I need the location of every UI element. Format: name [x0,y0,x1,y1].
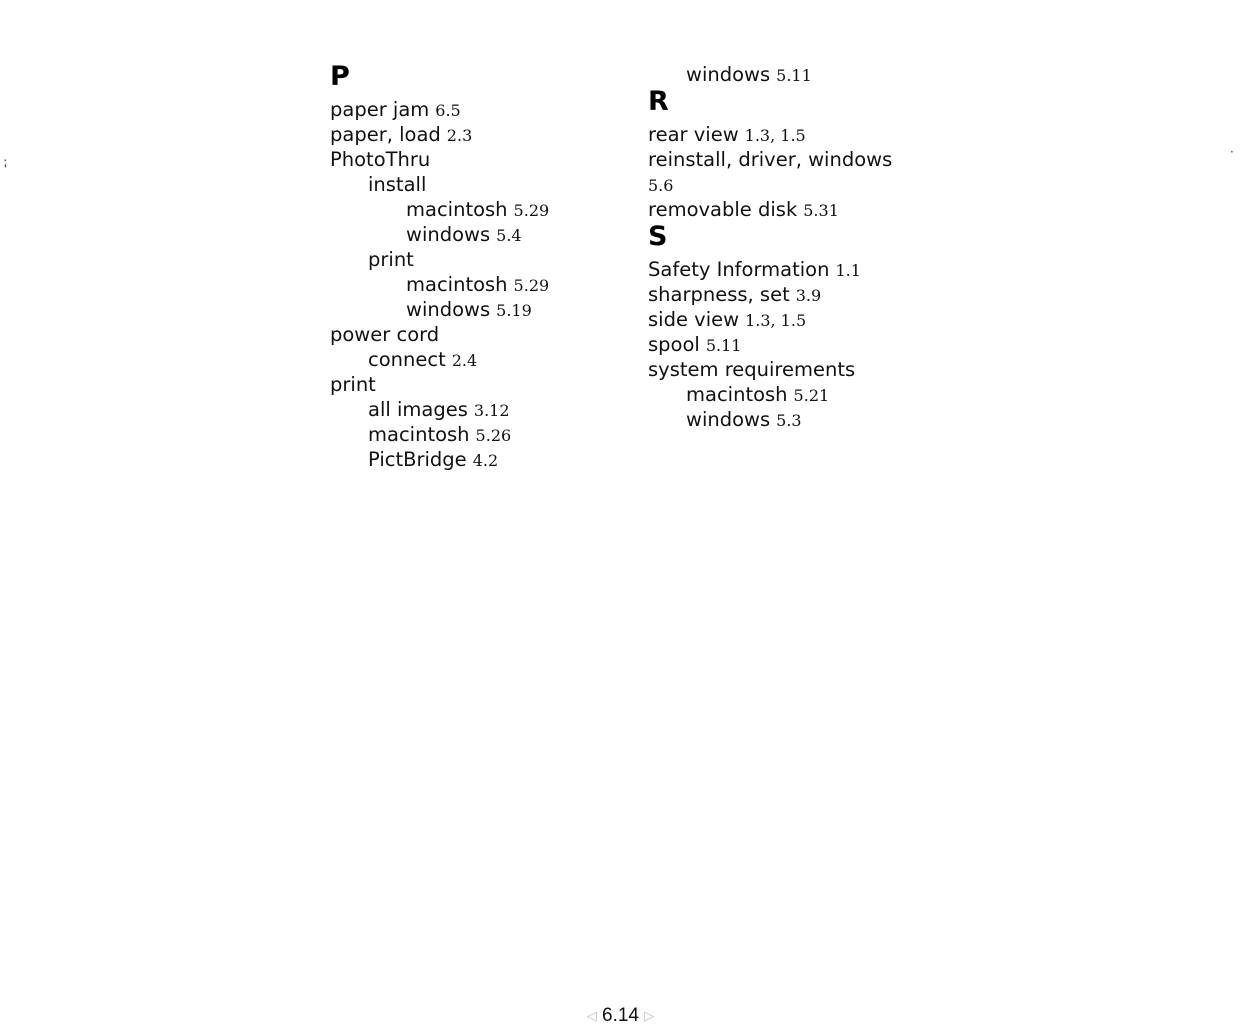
index-entry: sharpness, set 3.9 [648,283,822,306]
page-number: 6.14 [602,1005,639,1027]
index-entry: paper jam 6.5 [330,98,461,121]
index-letter-r: R [648,86,669,117]
scan-speck: · [1230,145,1234,159]
index-subsubentry: macintosh 5.29 [406,273,550,296]
index-entry: rear view 1.3, 1.5 [648,123,806,146]
index-subsubentry: macintosh 5.29 [406,198,550,221]
left-arrow-ornament-icon: ◁ [586,1008,597,1023]
index-entry: paper, load 2.3 [330,123,473,146]
index-subentry: macintosh 5.26 [368,423,512,446]
index-entry: PhotoThru [330,148,431,171]
index-subentry: print [368,248,414,271]
index-subentry: windows 5.3 [686,408,802,431]
right-arrow-ornament-icon: ▷ [644,1008,655,1023]
index-entry: removable disk 5.31 [648,198,839,221]
index-entry: print [330,373,376,396]
index-subsubentry: windows 5.19 [406,298,532,321]
index-subentry: connect 2.4 [368,348,478,371]
scan-speck: ⁏ [3,155,8,169]
index-subsubentry: windows 5.4 [406,223,522,246]
index-entry: system requirements [648,358,856,381]
index-entry: spool 5.11 [648,333,742,356]
index-subentry: macintosh 5.21 [686,383,830,406]
index-entry: reinstall, driver, windows [648,148,893,171]
index-entry: power cord [330,323,440,346]
index-entry-continued: 5.6 [648,176,674,195]
index-letter-p: P [330,61,350,92]
index-subentry: all images 3.12 [368,398,510,421]
index-subentry: PictBridge 4.2 [368,448,499,471]
index-letter-s: S [648,221,668,252]
page-footer [0,1004,1241,1028]
index-entry: side view 1.3, 1.5 [648,308,807,331]
index-subentry: windows 5.11 [686,63,812,86]
index-entry: Safety Information 1.1 [648,258,861,281]
index-subentry: install [368,173,427,196]
